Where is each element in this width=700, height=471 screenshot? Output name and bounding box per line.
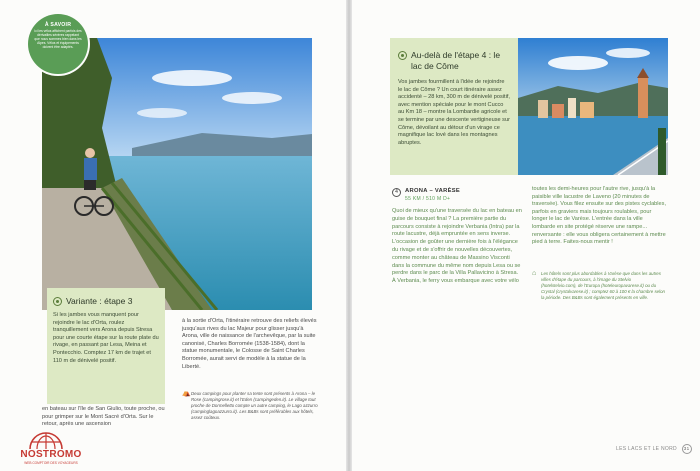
page-number: 31 (682, 444, 692, 454)
lake-photo-illustration (42, 38, 312, 310)
como-photo (518, 38, 668, 175)
page-footer (616, 444, 692, 454)
feature-header (398, 50, 511, 72)
footer-section-label: LES LACS ET LE NORD (616, 446, 677, 452)
right-column-1-text: Quoi de mieux qu'une traversée du lac en bateau en guise de bouquet final ? La première partie du parcours consiste à rejoindre Verbania (Intra) par la route lacustre, déjà empruntée en sens inverse. L'occasion de goûter une dernière fois à l'élégance du rivage et de s'offrir de nouvelles découvertes, comme monter au château de Massino Visconti dans la commune du même nom depuis Lesa ou se perdre dans le parc de la Villa Pallavicino à Stresa. À Verbania, le ferry vous embarque avec votre vélo (392, 208, 522, 285)
lake-photo (42, 38, 312, 310)
left-page (0, 0, 346, 471)
left-camping-tip (182, 391, 320, 421)
a-savoir-title: À SAVOIR (44, 22, 72, 28)
left-tip-text: Deux campings pour planter sa tente sont présents à Arona – le Rose (campingrose.it) et l'Eden (campingeden.it). Le village tout proche de Dormelletto compte un autre camping, le Lago azzurro (campinglagoazzurro.it). Les B&Bs sont préférables aux hôtels, assez coûteux. (191, 391, 318, 420)
right-hotel-tip (532, 271, 666, 301)
variante-header (53, 296, 159, 306)
right-page (352, 0, 700, 471)
stage-number-badge: 4 (392, 188, 401, 197)
logo-tagline: WEB COMPTOIR DES VOYAGEURS (24, 461, 78, 465)
stage-title: ARONA – VARÈSE (405, 188, 461, 194)
left-column-text: à la sortie d'Orta, l'itinéraire retrouve des reliefs élevés jusqu'aux rives du lac Majeur pour glisser jusqu'à Arona, ville de naissance de l'archevêque, par la suite canonisé, Charles Borromée (1538-1584), dont la statue monumentale, le Colosse de Saint Charles Borromée, aurait servi de modèle à la statue de la Liberté. (182, 318, 317, 370)
variante-body: Si les jambes vous manquent pour rejoindre le lac d'Orta, roulez tranquillement vers Arona depuis Stresa pour une courte étape sur la route plate du rivage, en passant par Lesa, Meina et Pontecchio. Comptez 17 km de trajet et 110 m de dénivelé positif. (53, 312, 159, 364)
como-photo-illustration (518, 38, 668, 175)
left-column-bottom-text: en bateau sur l'île de San Giulio, toute proche, ou pour grimper sur le Mont Sacré d'Orta. Sur le retour, après une ascension (42, 406, 165, 428)
variante-marker-icon (53, 297, 62, 306)
feature-title: Au-delà de l'étape 4 : le lac de Côme (411, 50, 501, 71)
right-column-2-text: toutes les demi-heures pour l'autre rive, jusqu'à la paisible ville lacustre de Laveno (20 minutes de traversée). Vous filez ensuite sur des pistes cyclables, parfois en graviers mais toujours roulables, pour longer le lac de Varèse. L'entrée dans la ville lombarde en site protégé réserve une rampe... renversante : elle vous obligera certainement à mettre pied à terre. Faites-nous mentir ! (532, 186, 667, 246)
logo-name: NOSTROMO (20, 449, 82, 460)
feature-body: Vos jambes fourmillent à l'idée de rejoindre le lac de Côme ? Un court itinéraire assez accidenté – 28 km, 300 m de dénivelé positif, avec mention spéciale pour le mont Cucco au Km 18 – montre la Lombardie agricole et se termine par une descente vertigineuse sur Côme, dévoilant au détour d'un virage ce magnifique lac lové dans les montagnes abruptes. (398, 79, 510, 146)
globe-icon (26, 431, 66, 449)
hotel-icon: ⌂ (532, 270, 537, 277)
a-savoir-text: Ici les vélos affichent parfois des dérivailles sévères rappelant que nous sommes bien dans les Alpes. Vélos et équipements doivent être adaptés. (34, 29, 82, 49)
feature-box (390, 38, 518, 175)
variante-title: Variante : étape 3 (66, 296, 133, 306)
feature-marker-icon (398, 51, 407, 60)
stage-distance: 55 KM / 510 M D+ (405, 196, 451, 202)
a-savoir-badge (28, 14, 88, 74)
right-tip-text: Les hôtels sont plus abordables à Varèse que dans les autres villes d'étape du parcours, à l'image du Stelvio (hotelstelvio.com), de l'Europa (hoteleuropavarese.it) ou du Crystal (crystalvarese.it) ; comptez 60 à 100 € la chambre selon la période. Des B&Bs sont également présents en ville. (541, 271, 665, 300)
nostromo-logo (6, 429, 96, 469)
variante-box (47, 288, 165, 404)
tent-icon: ⛺ (182, 390, 191, 397)
